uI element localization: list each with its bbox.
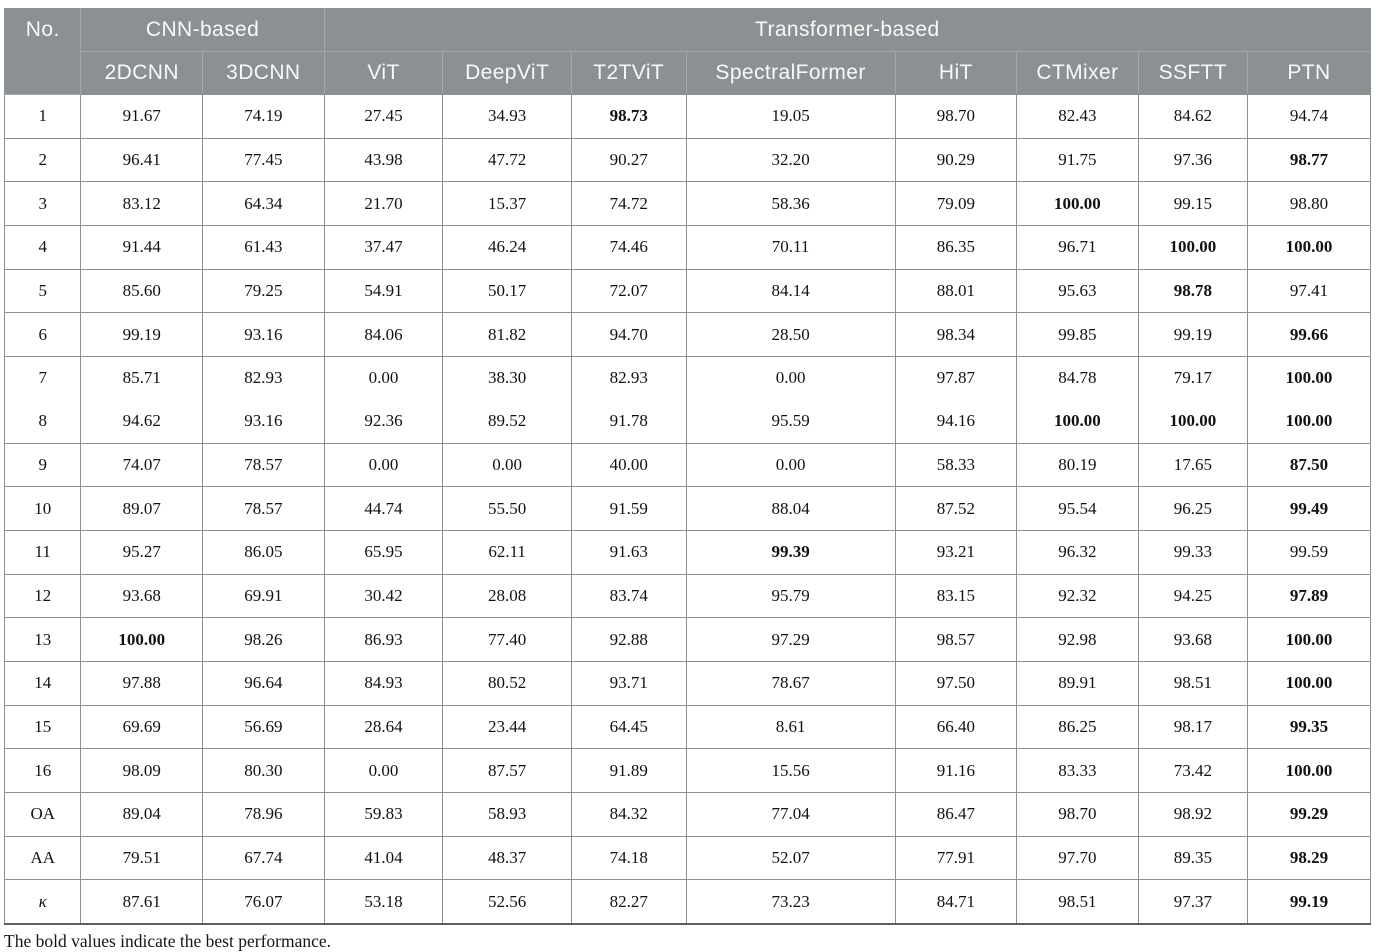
- table-cell: 99.59: [1247, 530, 1370, 574]
- table-cell: 89.35: [1138, 836, 1247, 880]
- table-cell: 82.43: [1017, 95, 1139, 139]
- table-cell: 93.68: [81, 574, 203, 618]
- table-cell: 0.00: [324, 749, 443, 793]
- table-cell: 70.11: [686, 226, 895, 270]
- row-label: 11: [5, 530, 81, 574]
- table-cell: 99.19: [1138, 313, 1247, 357]
- table-row: [5, 400, 1371, 443]
- table-cell: 97.87: [895, 357, 1017, 400]
- table-cell: 37.47: [324, 226, 443, 270]
- table-cell: 97.41: [1247, 269, 1370, 313]
- table-cell: 19.05: [686, 95, 895, 139]
- row-label: 4: [5, 226, 81, 270]
- row-label: 2: [5, 138, 81, 182]
- table-cell: 84.93: [324, 661, 443, 705]
- table-row: [5, 95, 1371, 139]
- table-cell: 96.41: [81, 138, 203, 182]
- table-cell: 74.07: [81, 443, 203, 487]
- table-cell: 97.89: [1247, 574, 1370, 618]
- table-cell: 94.62: [81, 400, 203, 443]
- table-cell: 8.61: [686, 705, 895, 749]
- row-label: 9: [5, 443, 81, 487]
- table-cell: 78.67: [686, 661, 895, 705]
- table-cell: 84.32: [571, 793, 686, 837]
- table-cell: 0.00: [324, 443, 443, 487]
- header-3dcnn: 3DCNN: [203, 52, 325, 95]
- table-cell: 92.36: [324, 400, 443, 443]
- row-label: OA: [5, 793, 81, 837]
- table-cell: 84.06: [324, 313, 443, 357]
- table-cell: 98.77: [1247, 138, 1370, 182]
- table-cell: 82.93: [203, 357, 325, 400]
- table-row: [5, 836, 1371, 880]
- table-cell: 99.19: [1247, 880, 1370, 924]
- table-cell: 97.37: [1138, 880, 1247, 924]
- table-cell: 98.73: [571, 95, 686, 139]
- row-label: 16: [5, 749, 81, 793]
- table-row: [5, 618, 1371, 662]
- table-cell: 15.56: [686, 749, 895, 793]
- table-cell: 46.24: [443, 226, 571, 270]
- table-cell: 15.37: [443, 182, 571, 226]
- table-cell: 100.00: [1247, 618, 1370, 662]
- table-cell: 81.82: [443, 313, 571, 357]
- table-cell: 90.27: [571, 138, 686, 182]
- table-cell: 90.29: [895, 138, 1017, 182]
- table-cell: 64.34: [203, 182, 325, 226]
- table-cell: 98.80: [1247, 182, 1370, 226]
- table-cell: 17.65: [1138, 443, 1247, 487]
- table-cell: 100.00: [1247, 749, 1370, 793]
- table-cell: 100.00: [1247, 226, 1370, 270]
- table-cell: 72.07: [571, 269, 686, 313]
- table-cell: 91.16: [895, 749, 1017, 793]
- row-label: 5: [5, 269, 81, 313]
- header-deepvit: DeepViT: [443, 52, 571, 95]
- table-cell: 97.29: [686, 618, 895, 662]
- table-cell: 96.64: [203, 661, 325, 705]
- table-cell: 94.74: [1247, 95, 1370, 139]
- table-cell: 64.45: [571, 705, 686, 749]
- table-cell: 99.33: [1138, 530, 1247, 574]
- table-cell: 80.52: [443, 661, 571, 705]
- table-cell: 92.98: [1017, 618, 1139, 662]
- table-cell: 98.09: [81, 749, 203, 793]
- table-cell: 0.00: [324, 357, 443, 400]
- table-cell: 0.00: [686, 443, 895, 487]
- table-cell: 79.17: [1138, 357, 1247, 400]
- row-label: 12: [5, 574, 81, 618]
- table-cell: 43.98: [324, 138, 443, 182]
- table-cell: 96.32: [1017, 530, 1139, 574]
- table-cell: 94.25: [1138, 574, 1247, 618]
- table-cell: 74.46: [571, 226, 686, 270]
- table-cell: 99.29: [1247, 793, 1370, 837]
- table-cell: 100.00: [81, 618, 203, 662]
- row-label: 10: [5, 487, 81, 531]
- table-cell: 77.45: [203, 138, 325, 182]
- table-cell: 65.95: [324, 530, 443, 574]
- row-label: κ: [5, 880, 81, 924]
- table-cell: 98.51: [1017, 880, 1139, 924]
- row-label: 15: [5, 705, 81, 749]
- table-cell: 85.71: [81, 357, 203, 400]
- table-cell: 66.40: [895, 705, 1017, 749]
- table-cell: 93.16: [203, 313, 325, 357]
- table-cell: 100.00: [1247, 357, 1370, 400]
- results-table: [4, 8, 1371, 925]
- table-cell: 91.59: [571, 487, 686, 531]
- table-cell: 92.88: [571, 618, 686, 662]
- table-cell: 28.08: [443, 574, 571, 618]
- table-footnote: The bold values indicate the best performance.: [4, 931, 332, 952]
- table-cell: 96.71: [1017, 226, 1139, 270]
- table-cell: 78.96: [203, 793, 325, 837]
- table-cell: 86.35: [895, 226, 1017, 270]
- header-t2tvit: T2TViT: [571, 52, 686, 95]
- table-cell: 82.93: [571, 357, 686, 400]
- header-ssftt: SSFTT: [1138, 52, 1247, 95]
- table-cell: 86.93: [324, 618, 443, 662]
- table-cell: 88.01: [895, 269, 1017, 313]
- table-cell: 28.50: [686, 313, 895, 357]
- table-cell: 91.78: [571, 400, 686, 443]
- table-row: [5, 880, 1371, 924]
- table-cell: 78.57: [203, 487, 325, 531]
- table-cell: 52.56: [443, 880, 571, 924]
- table-cell: 93.68: [1138, 618, 1247, 662]
- table-cell: 23.44: [443, 705, 571, 749]
- table-row: [5, 487, 1371, 531]
- column-header-row: [5, 52, 1371, 95]
- table-row: [5, 530, 1371, 574]
- table-cell: 77.40: [443, 618, 571, 662]
- table-cell: 95.27: [81, 530, 203, 574]
- table-cell: 91.67: [81, 95, 203, 139]
- table-cell: 61.43: [203, 226, 325, 270]
- table-cell: 83.15: [895, 574, 1017, 618]
- table-cell: 0.00: [686, 357, 895, 400]
- table-cell: 98.57: [895, 618, 1017, 662]
- table-cell: 83.33: [1017, 749, 1139, 793]
- table-cell: 58.36: [686, 182, 895, 226]
- table-cell: 83.12: [81, 182, 203, 226]
- table-cell: 40.00: [571, 443, 686, 487]
- table-cell: 56.69: [203, 705, 325, 749]
- header-hit: HiT: [895, 52, 1017, 95]
- table-cell: 82.27: [571, 880, 686, 924]
- table-cell: 87.52: [895, 487, 1017, 531]
- table-cell: 84.71: [895, 880, 1017, 924]
- table-row: [5, 793, 1371, 837]
- table-row: [5, 138, 1371, 182]
- row-label: 1: [5, 95, 81, 139]
- table-cell: 98.92: [1138, 793, 1247, 837]
- table-cell: 98.70: [1017, 793, 1139, 837]
- table-header: [5, 9, 1371, 95]
- header-spectralformer: SpectralFormer: [686, 52, 895, 95]
- table-cell: 21.70: [324, 182, 443, 226]
- table-cell: 28.64: [324, 705, 443, 749]
- table-cell: 79.09: [895, 182, 1017, 226]
- table-cell: 98.70: [895, 95, 1017, 139]
- table-row: [5, 705, 1371, 749]
- table-body: [5, 95, 1371, 925]
- table-cell: 77.04: [686, 793, 895, 837]
- table-cell: 85.60: [81, 269, 203, 313]
- table-cell: 87.57: [443, 749, 571, 793]
- table-cell: 83.74: [571, 574, 686, 618]
- table-cell: 78.57: [203, 443, 325, 487]
- table-row: [5, 313, 1371, 357]
- table-cell: 52.07: [686, 836, 895, 880]
- table-cell: 86.25: [1017, 705, 1139, 749]
- table-row: [5, 357, 1371, 400]
- header-ctmixer: CTMixer: [1017, 52, 1139, 95]
- table-row: [5, 749, 1371, 793]
- table-cell: 95.54: [1017, 487, 1139, 531]
- table-cell: 0.00: [443, 443, 571, 487]
- table-cell: 100.00: [1138, 226, 1247, 270]
- table-cell: 48.37: [443, 836, 571, 880]
- table-cell: 99.85: [1017, 313, 1139, 357]
- table-cell: 98.34: [895, 313, 1017, 357]
- table-cell: 96.25: [1138, 487, 1247, 531]
- table-row: [5, 269, 1371, 313]
- table-cell: 84.62: [1138, 95, 1247, 139]
- table-cell: 99.49: [1247, 487, 1370, 531]
- table-cell: 47.72: [443, 138, 571, 182]
- table-cell: 99.35: [1247, 705, 1370, 749]
- table-cell: 100.00: [1247, 400, 1370, 443]
- row-label: 14: [5, 661, 81, 705]
- table-cell: 50.17: [443, 269, 571, 313]
- table-cell: 32.20: [686, 138, 895, 182]
- table-cell: 88.04: [686, 487, 895, 531]
- table-cell: 91.63: [571, 530, 686, 574]
- table-cell: 77.91: [895, 836, 1017, 880]
- table-cell: 62.11: [443, 530, 571, 574]
- table-cell: 54.91: [324, 269, 443, 313]
- table-cell: 99.15: [1138, 182, 1247, 226]
- table-cell: 100.00: [1247, 661, 1370, 705]
- table-cell: 84.14: [686, 269, 895, 313]
- header-group-transformer: Transformer-based: [324, 9, 1370, 52]
- table-cell: 97.36: [1138, 138, 1247, 182]
- table-cell: 94.16: [895, 400, 1017, 443]
- table-cell: 86.05: [203, 530, 325, 574]
- table-row: [5, 443, 1371, 487]
- table-cell: 97.88: [81, 661, 203, 705]
- row-label: 7: [5, 357, 81, 400]
- table-cell: 93.21: [895, 530, 1017, 574]
- table-cell: 95.79: [686, 574, 895, 618]
- table-row: [5, 182, 1371, 226]
- table-row: [5, 574, 1371, 618]
- table-cell: 30.42: [324, 574, 443, 618]
- table-cell: 74.19: [203, 95, 325, 139]
- row-label: 3: [5, 182, 81, 226]
- table-cell: 89.91: [1017, 661, 1139, 705]
- header-ptn: PTN: [1247, 52, 1370, 95]
- table-row: [5, 226, 1371, 270]
- table-cell: 99.19: [81, 313, 203, 357]
- table-cell: 97.70: [1017, 836, 1139, 880]
- table-cell: 89.52: [443, 400, 571, 443]
- table-cell: 99.66: [1247, 313, 1370, 357]
- table-cell: 98.78: [1138, 269, 1247, 313]
- table-cell: 91.75: [1017, 138, 1139, 182]
- table-cell: 55.50: [443, 487, 571, 531]
- row-label: AA: [5, 836, 81, 880]
- table-cell: 79.25: [203, 269, 325, 313]
- header-group-cnn: CNN-based: [81, 9, 324, 52]
- table-cell: 80.19: [1017, 443, 1139, 487]
- table-cell: 100.00: [1138, 400, 1247, 443]
- table-cell: 59.83: [324, 793, 443, 837]
- header-2dcnn: 2DCNN: [81, 52, 203, 95]
- group-header-row: [5, 9, 1371, 52]
- table-cell: 87.61: [81, 880, 203, 924]
- table-cell: 53.18: [324, 880, 443, 924]
- row-label: 6: [5, 313, 81, 357]
- table-cell: 95.59: [686, 400, 895, 443]
- table-cell: 98.29: [1247, 836, 1370, 880]
- header-no: No.: [5, 9, 81, 95]
- table-cell: 95.63: [1017, 269, 1139, 313]
- table-cell: 74.18: [571, 836, 686, 880]
- table-cell: 87.50: [1247, 443, 1370, 487]
- table-cell: 91.44: [81, 226, 203, 270]
- table-cell: 69.69: [81, 705, 203, 749]
- table-cell: 76.07: [203, 880, 325, 924]
- table-cell: 58.93: [443, 793, 571, 837]
- table-cell: 86.47: [895, 793, 1017, 837]
- table-row: [5, 661, 1371, 705]
- table-cell: 74.72: [571, 182, 686, 226]
- table-cell: 79.51: [81, 836, 203, 880]
- table-cell: 99.39: [686, 530, 895, 574]
- table-cell: 73.23: [686, 880, 895, 924]
- table-cell: 69.91: [203, 574, 325, 618]
- table-cell: 80.30: [203, 749, 325, 793]
- table-cell: 44.74: [324, 487, 443, 531]
- table-cell: 98.17: [1138, 705, 1247, 749]
- table-cell: 89.04: [81, 793, 203, 837]
- table-cell: 38.30: [443, 357, 571, 400]
- table-cell: 91.89: [571, 749, 686, 793]
- table-cell: 100.00: [1017, 400, 1139, 443]
- table-cell: 97.50: [895, 661, 1017, 705]
- table-cell: 34.93: [443, 95, 571, 139]
- table-cell: 27.45: [324, 95, 443, 139]
- header-vit: ViT: [324, 52, 443, 95]
- table-cell: 67.74: [203, 836, 325, 880]
- table-cell: 93.71: [571, 661, 686, 705]
- table-cell: 84.78: [1017, 357, 1139, 400]
- table-cell: 89.07: [81, 487, 203, 531]
- table-cell: 73.42: [1138, 749, 1247, 793]
- table-cell: 92.32: [1017, 574, 1139, 618]
- row-label: 13: [5, 618, 81, 662]
- row-label: 8: [5, 400, 81, 443]
- table-cell: 58.33: [895, 443, 1017, 487]
- table-cell: 41.04: [324, 836, 443, 880]
- table-cell: 98.26: [203, 618, 325, 662]
- table-cell: 98.51: [1138, 661, 1247, 705]
- table-cell: 93.16: [203, 400, 325, 443]
- table-cell: 100.00: [1017, 182, 1139, 226]
- table-cell: 94.70: [571, 313, 686, 357]
